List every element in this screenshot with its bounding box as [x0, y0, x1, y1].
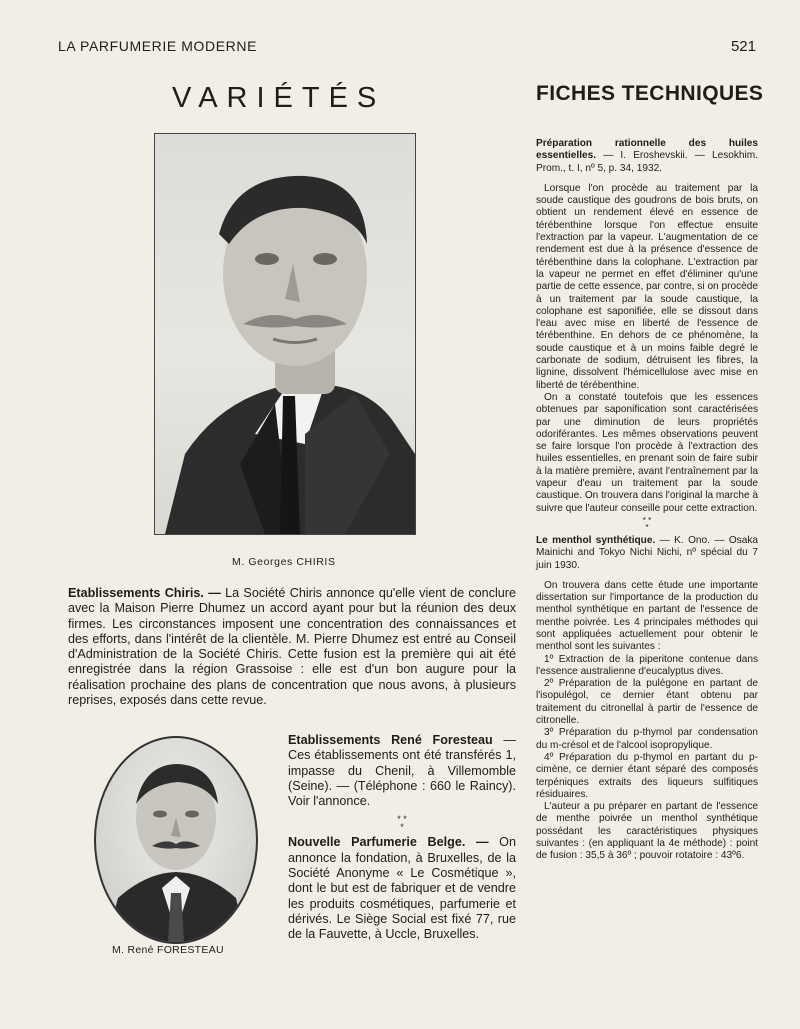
portrait-photo-rene-foresteau — [94, 736, 258, 944]
article-etablissements-foresteau — [288, 733, 516, 809]
article-reference: — K. Ono. — Osaka Mainichi and Tokyo Nichi Nichi, nº spécial du 7 juin 1930. — [536, 534, 758, 571]
article-title: Préparation rationnelle des huiles essentielles. — [536, 138, 758, 162]
photo-caption-rene-foresteau: M. René FORESTEAU — [112, 944, 224, 956]
article-body: On annonce la fondation, à Bruxelles, de la Société Anonyme « Le Cosmétique », dont le but est de fabriquer et de vendre les produits cosmétiques, parfumerie et dérivés. Le Siège Social est fixé 77, rue de la Fauvette, à Uccle, Bruxelles. — [288, 835, 516, 942]
article-body: — Ces établissements ont été transférés 1, impasse du Chenil, à Villemomble (Seine). — (Téléphone : 660 le Raincy). Voir l'annonce. — [288, 733, 516, 809]
article-reference: — I. Eroshevskii. — Lesokhim. Prom., t. I, nº 5, p. 34, 1932. — [536, 150, 758, 174]
portrait-photo-georges-chiris — [154, 133, 416, 535]
article-etablissements-chiris — [68, 586, 516, 708]
article-nouvelle-parfumerie-belge — [288, 835, 516, 942]
running-head: LA PARFUMERIE MODERNE — [58, 38, 258, 54]
paragraph: L'auteur a pu préparer en partant de l'essence de menthe poivrée un menthol synthétique possédant les caractéristiques physiques suivantes : (en appliquant la 4e méthode) : point de fusion : 35,5 à 36º ; pouvoir rotatoire : 43º6. — [536, 801, 758, 862]
article-huiles-essentielles-heading — [536, 138, 758, 175]
photo-caption-georges-chiris: M. Georges CHIRIS — [232, 556, 336, 568]
section-title-varietes: VARIÉTÉS — [172, 82, 386, 114]
paragraph: 1º Extraction de la piperitone contenue dans l'essence australienne d'eucalyptus dives. — [536, 653, 758, 677]
paragraph: 3º Préparation du p-thymol par condensation du m-crésol et de l'alcool isopropylique. — [536, 727, 758, 751]
separator-stars: * * * — [642, 515, 652, 532]
separator-stars: * * * — [397, 814, 407, 833]
column-news — [288, 733, 516, 949]
article-title: Etablissements Chiris. — — [68, 586, 221, 600]
portrait-illustration — [155, 134, 415, 534]
paragraph: Lorsque l'on procède au traitement par la soude caustique des goudrons de bois bruts, on obtient un rendement élevé en essence de térébenthine lorsque l'on effectue ensuite l'extraction par la vapeur. L'augmentation de ce rendement est due à la présence d'essence de térébenthine dans la colophane. L'extraction par la vapeur ne permet en effet d'éliminer qu'une partie de cette essence, par contre, si on procède à un traitement par la soude caustique, la colophane est saponifiée, elle se dissout dans l'eau avec mise en liberté de l'essence de térébenthine. En dehors de ce phénomène, la soude caustique et à un moins faible degré le carbonate de sodium, détruisent les fibres, la lignine, dissolvent l'hémicellulose avec mise en liberté de térébenthine. — [536, 182, 758, 391]
column-fiches-techniques — [536, 138, 758, 863]
page-number: 521 — [730, 38, 756, 55]
article-title: Le menthol synthétique. — [536, 534, 656, 546]
article-title: Nouvelle Parfumerie Belge. — — [288, 835, 489, 850]
paragraph: 2º Préparation de la pulégone en partant de l'isopulégol, ce dernier étant obtenu par traitement du citronellal à partir de l'essence de citronelle. — [536, 678, 758, 727]
article-menthol-heading — [536, 535, 758, 572]
article-title: Etablissements René Foresteau — [288, 733, 493, 747]
paragraph: On a constaté toutefois que les essences obtenues par saponification sont caractérisées par une diminution de leurs propriétés odoriférantes. Les mêmes observations peuvent se faire lorsque l'on procède à l'extraction des huiles essentielles, en prenant soin de faire subir à la matière première, avant l'entraînement par la vapeur d'eau un traitement par la soude caustique. On trouvera dans l'original la marche à suivre que l'auteur conseille pour cette extraction. — [536, 391, 758, 514]
paragraph: 4º Préparation du p-thymol en partant du p-cimène, ce dernier étant séparé des composés terpéniques extraits des liqueurs sulfitiques résiduaires. — [536, 751, 758, 800]
portrait-illustration — [96, 738, 256, 942]
section-title-fiches-techniques: FICHES TECHNIQUES — [536, 82, 764, 105]
paragraph: On trouvera dans cette étude une importante dissertation sur l'importance de la production du menthol synthétique en partant de l'essence de menthe poivrée. Les 4 principales méthodes qui sont appliquées actuellement pour obtenir le menthol sont les suivantes : — [536, 579, 758, 653]
article-body: La Société Chiris annonce qu'elle vient de conclure avec la Maison Pierre Dhumez un accord ayant pour but la réunion des deux firmes. Les circonstances imposent une concentration des connaissances et des efforts, dans l'intérêt de la clientèle. M. Pierre Dhumez est entré au Conseil d'Administration de la Société Chiris. Cette fusion est la première qui ait été enregistrée dans la région Grassoise : elle est d'un bon augure pour la réalisation prochaine des plans de concentration que nous avons, à plusieurs reprises, exposés dans cette revue. — [68, 586, 516, 708]
